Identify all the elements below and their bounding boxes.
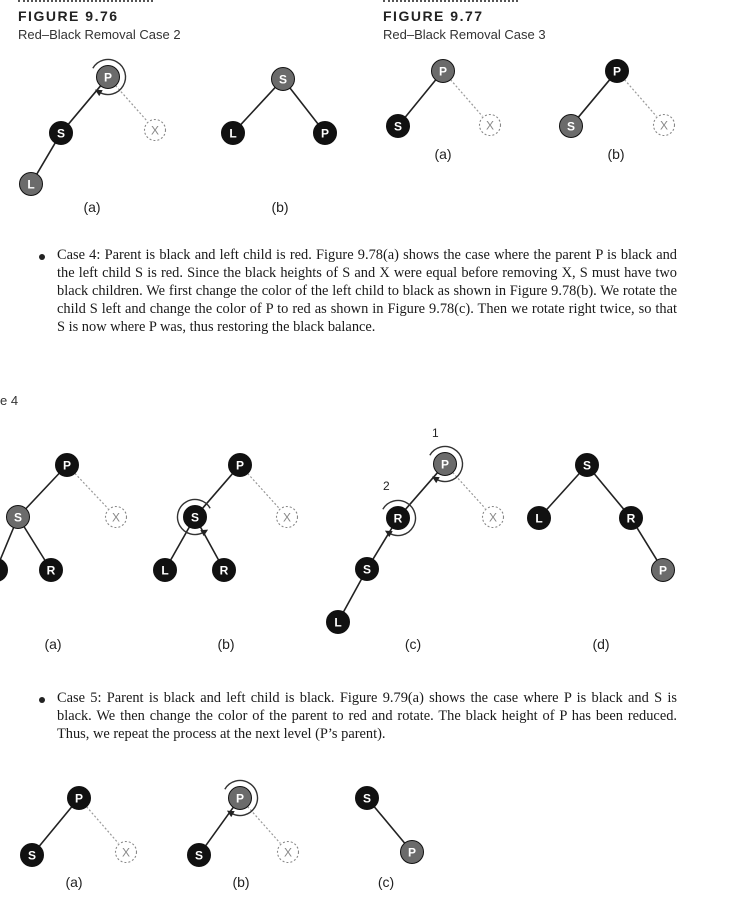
svg-text:L: L xyxy=(334,615,342,630)
svg-text:X: X xyxy=(488,510,498,525)
tree-node-x xyxy=(483,507,504,528)
tree-node-p xyxy=(68,787,91,810)
tree-node-p xyxy=(434,453,457,476)
diagram-label: (c) xyxy=(377,874,395,890)
svg-text:L: L xyxy=(27,177,35,192)
tree-node-x xyxy=(278,842,299,863)
figure-number: FIGURE 9.76 xyxy=(18,8,119,24)
rotation-step-number: 2 xyxy=(383,479,390,493)
svg-text:X: X xyxy=(659,118,669,133)
svg-text:R: R xyxy=(393,511,403,526)
case5-paragraph: Case 5: Parent is black and left child is black. Figure 9.79(a) shows the case where P is black and S is black. We then change the color of the parent to red and rotate. The black height of P has been reduced. Thus, we repeat the process at the next level (P’s parent). xyxy=(57,690,677,742)
diagram-label: (c) xyxy=(404,636,422,652)
tree-edge xyxy=(24,527,45,560)
diagram-fig76b xyxy=(222,68,337,216)
diagram-fig79a xyxy=(21,787,137,891)
diagram-fig79b xyxy=(188,781,299,890)
tree-edge xyxy=(0,528,13,560)
svg-text:L: L xyxy=(161,563,169,578)
tree-node-p xyxy=(432,60,455,83)
tree-node-s xyxy=(21,844,44,867)
tree-node-s xyxy=(50,122,73,145)
diagram-fig78b xyxy=(154,454,298,653)
svg-text:X: X xyxy=(283,845,293,860)
tree-edge xyxy=(26,473,59,508)
tree-node-p xyxy=(401,841,424,864)
svg-text:P: P xyxy=(440,457,450,472)
tree-node-s xyxy=(356,787,379,810)
side-label: e 4 xyxy=(0,393,19,408)
edge-dashed xyxy=(75,473,108,508)
tree-edge xyxy=(406,473,438,510)
svg-text:R: R xyxy=(219,563,229,578)
edge-dashed xyxy=(248,474,280,509)
tree-edge xyxy=(203,474,233,509)
tree-edge xyxy=(37,143,55,174)
tree-edge xyxy=(344,579,362,612)
tree-edge xyxy=(39,807,71,846)
diagram-label: (b) xyxy=(607,146,625,162)
diagram-label: (b) xyxy=(217,636,235,652)
tree-node-p xyxy=(97,66,120,89)
tree-node-s xyxy=(7,506,30,529)
tree-node-l xyxy=(154,559,177,582)
figure-caption: Red–Black Removal Case 2 xyxy=(18,27,181,42)
tree-node-x xyxy=(145,120,166,141)
tree-node-p xyxy=(229,454,252,477)
svg-text:R: R xyxy=(626,511,636,526)
svg-text:S: S xyxy=(362,562,372,577)
tree-edge xyxy=(374,807,404,843)
tree-node-s xyxy=(356,558,379,581)
diagram-fig76a xyxy=(20,59,166,215)
svg-text:X: X xyxy=(111,510,121,525)
svg-text:P: P xyxy=(235,458,245,473)
svg-text:P: P xyxy=(438,64,448,79)
diagram-fig77b xyxy=(560,60,675,163)
rotation-step-number: 1 xyxy=(432,426,439,440)
diagram-label: (a) xyxy=(44,636,62,652)
tree-node-p xyxy=(652,559,675,582)
tree-node-p xyxy=(229,787,252,810)
svg-text:S: S xyxy=(566,119,576,134)
tree-node-s xyxy=(387,115,410,138)
svg-text:S: S xyxy=(13,510,23,525)
tree-edge xyxy=(405,80,435,117)
svg-text:S: S xyxy=(582,458,592,473)
svg-text:X: X xyxy=(121,845,131,860)
svg-text:X: X xyxy=(150,123,160,138)
tree-node-r xyxy=(213,559,236,582)
edge-dashed xyxy=(116,86,148,122)
diagram-fig79c xyxy=(356,787,424,891)
svg-text:P: P xyxy=(62,458,72,473)
tree-node-x xyxy=(106,507,127,528)
svg-text:R: R xyxy=(46,563,56,578)
tree-edge xyxy=(578,80,609,117)
tree-edge xyxy=(241,87,275,124)
tree-node-l xyxy=(20,173,43,196)
tree-node-l xyxy=(528,507,551,530)
tree-node-x xyxy=(654,115,675,136)
tree-node-s xyxy=(188,844,211,867)
tree-node-r xyxy=(620,507,643,530)
tree-node-s xyxy=(576,454,599,477)
tree-edge xyxy=(547,474,580,510)
svg-text:X: X xyxy=(282,510,292,525)
svg-text:S: S xyxy=(278,72,288,87)
tree-node-l xyxy=(327,611,350,634)
diagram-label: (b) xyxy=(232,874,250,890)
svg-text:S: S xyxy=(27,848,37,863)
svg-text:P: P xyxy=(74,791,84,806)
tree-edge xyxy=(637,528,657,560)
svg-text:P: P xyxy=(658,563,668,578)
diagram-fig77a xyxy=(387,60,501,163)
edge-dashed xyxy=(625,80,657,117)
edge-dashed xyxy=(451,80,483,117)
edge-dashed xyxy=(453,473,486,509)
tree-node-s xyxy=(560,115,583,138)
diagram-label: (d) xyxy=(592,636,610,652)
diagram-label: (a) xyxy=(65,874,83,890)
tree-node-x xyxy=(480,115,501,136)
svg-text:S: S xyxy=(56,126,66,141)
tree-edge xyxy=(68,86,100,124)
edge-dashed xyxy=(248,807,281,844)
svg-text:L: L xyxy=(229,126,237,141)
case4-paragraph: Case 4: Parent is black and left child is red. Figure 9.78(a) shows the case where the parent P is black and the left child S is red. Since the black heights of S and X were equal before removing X, S must have two black children. We first change the color of the left child to black as shown in Figure 9.78(b). We rotate the child S left and change the color of P to red as shown in Figure 9.78(c). Then we rotate right twice, so that S is now where P was, thus restoring the black balance. xyxy=(57,247,677,335)
tree-node-x xyxy=(277,507,298,528)
tree-node-l xyxy=(222,122,245,145)
tree-node-p xyxy=(56,454,79,477)
tree-node-p xyxy=(314,122,337,145)
svg-text:X: X xyxy=(485,118,495,133)
tree-edge xyxy=(594,474,623,509)
tree-node-s xyxy=(272,68,295,91)
diagram-label: (b) xyxy=(271,199,289,215)
svg-text:P: P xyxy=(103,70,113,85)
svg-text:S: S xyxy=(194,848,204,863)
tree-edge xyxy=(290,88,318,124)
svg-text:L: L xyxy=(535,511,543,526)
svg-text:P: P xyxy=(320,126,330,141)
svg-text:S: S xyxy=(393,119,403,134)
diagram-fig78c xyxy=(327,426,504,652)
svg-text:P: P xyxy=(235,791,245,806)
tree-node-r xyxy=(40,559,63,582)
figure-number: FIGURE 9.77 xyxy=(383,8,484,24)
tree-node-p xyxy=(606,60,629,83)
edge-dashed xyxy=(87,807,119,844)
tree-node-lc xyxy=(0,559,8,582)
tree-node-r xyxy=(387,507,410,530)
diagram-label: (a) xyxy=(83,199,101,215)
svg-text:S: S xyxy=(362,791,372,806)
svg-text:S: S xyxy=(190,510,200,525)
svg-text:P: P xyxy=(612,64,622,79)
diagram-label: (a) xyxy=(434,146,452,162)
tree-node-x xyxy=(116,842,137,863)
svg-text:P: P xyxy=(407,845,417,860)
tree-node-s xyxy=(184,506,207,529)
figure-caption: Red–Black Removal Case 3 xyxy=(383,27,546,42)
diagram-fig78d xyxy=(528,454,675,653)
diagram-fig78a xyxy=(0,454,127,653)
